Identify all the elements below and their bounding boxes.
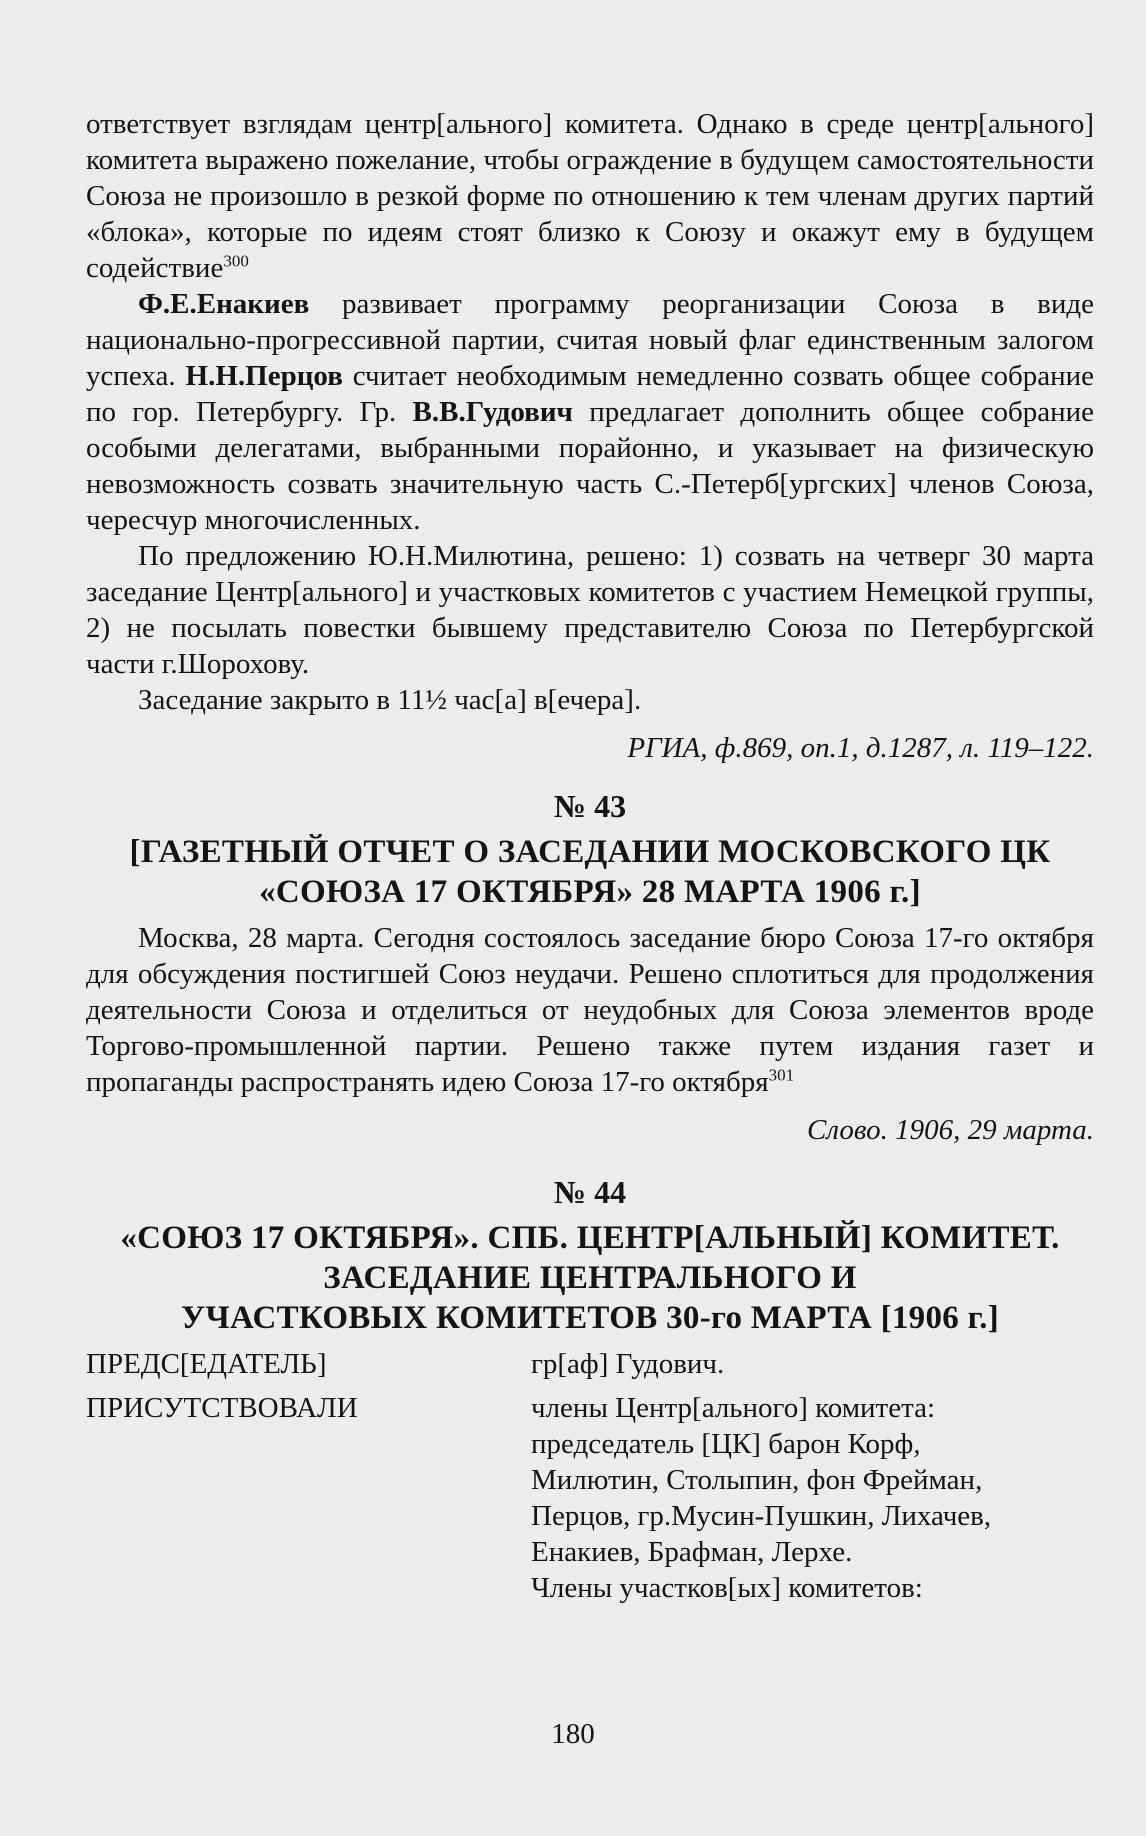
paragraph-text: ответствует взглядам центр[ального] комитета. Однако в среде центр[ального] комитета выражено пожелание, чтобы ограждение в будущем самостоятельности Союза не произошло в резкой форме по отношению к тем членам других партий «блока», которые по идеям стоят близко к Союзу и окажут ему в будущем содействие <box>86 108 1094 284</box>
paragraph-text: считает необходимым немедленно созвать общее собрание по гор. Петербургу. Гр. <box>86 360 1094 428</box>
paragraph-committee-view <box>86 106 1094 286</box>
paragraph-newspaper-report <box>86 920 1094 1100</box>
paragraph-text: развивает программу реорганизации Союза в виде национально-прогрессивной партии, считая новый флаг единственным залогом успеха. <box>86 288 1094 392</box>
archive-source: РГИА, ф.869, оп.1, д.1287, л. 119–122. <box>627 732 1094 764</box>
present-line: Енакиев, Брафман, Лерхе. <box>531 1536 853 1568</box>
present-label: ПРИСУТСТВОВАЛИ <box>86 1392 358 1424</box>
paragraph-closing: Заседание закрыто в 11½ час[а] в[ечера]. <box>138 684 642 716</box>
present-line: члены Центр[ального] комитета: <box>531 1392 936 1424</box>
present-line: председатель [ЦК] барон Корф, <box>531 1428 921 1460</box>
document-number: № 43 <box>553 788 627 824</box>
document-number: № 44 <box>553 1174 627 1210</box>
speaker-name: В.В.Гудович <box>412 396 573 428</box>
chair-label: ПРЕДС[ЕДАТЕЛЬ] <box>86 1348 327 1380</box>
document-title-line: «СОЮЗА 17 ОКТЯБРЯ» 28 МАРТА 1906 г.] <box>259 874 921 910</box>
present-line: Перцов, гр.Мусин-Пушкин, Лихачев, <box>531 1500 992 1532</box>
newspaper-source: Слово. 1906, 29 марта. <box>807 1114 1094 1146</box>
paragraph-speakers <box>86 286 1094 538</box>
footnote-mark[interactable]: 300 <box>223 251 249 271</box>
chair-value: гр[аф] Гудович. <box>531 1348 725 1380</box>
document-title <box>86 1218 1094 1338</box>
paragraph-text: Москва, 28 марта. Сегодня состоялось заседание бюро Союза 17-го октября для обсуждения постигшей Союз неудачи. Решено сплотиться для продолжения деятельности Союза и отделиться от неудобных для Союза элементов вроде Торгово-промышленной партии. Решено также путем издания газет и пропаганды распространять идею Союза 17-го октября <box>86 922 1094 1098</box>
present-line: Милютин, Столыпин, фон Фрейман, <box>531 1464 983 1496</box>
paragraph-decision: По предложению Ю.Н.Милютина, решено: 1) созвать на четверг 30 марта заседание Центр[ального] и участковых комитетов с участием Немецкой группы, 2) не посылать повестки бывшему представителю Союза по Петербургской части г.Шорохову. <box>86 540 1094 680</box>
document-title-line: ЗАСЕДАНИЕ ЦЕНТРАЛЬНОГО И <box>323 1260 857 1296</box>
footnote-mark[interactable]: 301 <box>768 1065 795 1085</box>
document-title <box>86 832 1094 912</box>
document-title-line: УЧАСТКОВЫХ КОМИТЕТОВ 30-го МАРТА [1906 г.] <box>180 1300 1000 1336</box>
page-number: 180 <box>551 1718 595 1750</box>
present-list <box>531 1390 1094 1606</box>
paragraph-text: предлагает дополнить общее собрание особыми делегатами, выбранными порайонно, и указывает на физическую невозможность созвать значительную часть С.-Петерб[ургских] членов Союза, чересчур многочисленных. <box>86 396 1094 536</box>
page-text <box>86 106 1094 1606</box>
document-title-line: [ГАЗЕТНЫЙ ОТЧЕТ О ЗАСЕДАНИИ МОСКОВСКОГО ЦК <box>129 834 1051 870</box>
document-title-line: «СОЮЗ 17 ОКТЯБРЯ». СПБ. ЦЕНТР[АЛЬНЫЙ] КОМИТЕТ. <box>120 1220 1060 1256</box>
present-line: Члены участков[ых] комитетов: <box>531 1572 923 1604</box>
speaker-name: Ф.Е.Енакиев <box>138 288 310 320</box>
present-row <box>86 1390 1094 1606</box>
chair-row <box>86 1346 1094 1382</box>
speaker-name: Н.Н.Перцов <box>185 360 343 392</box>
